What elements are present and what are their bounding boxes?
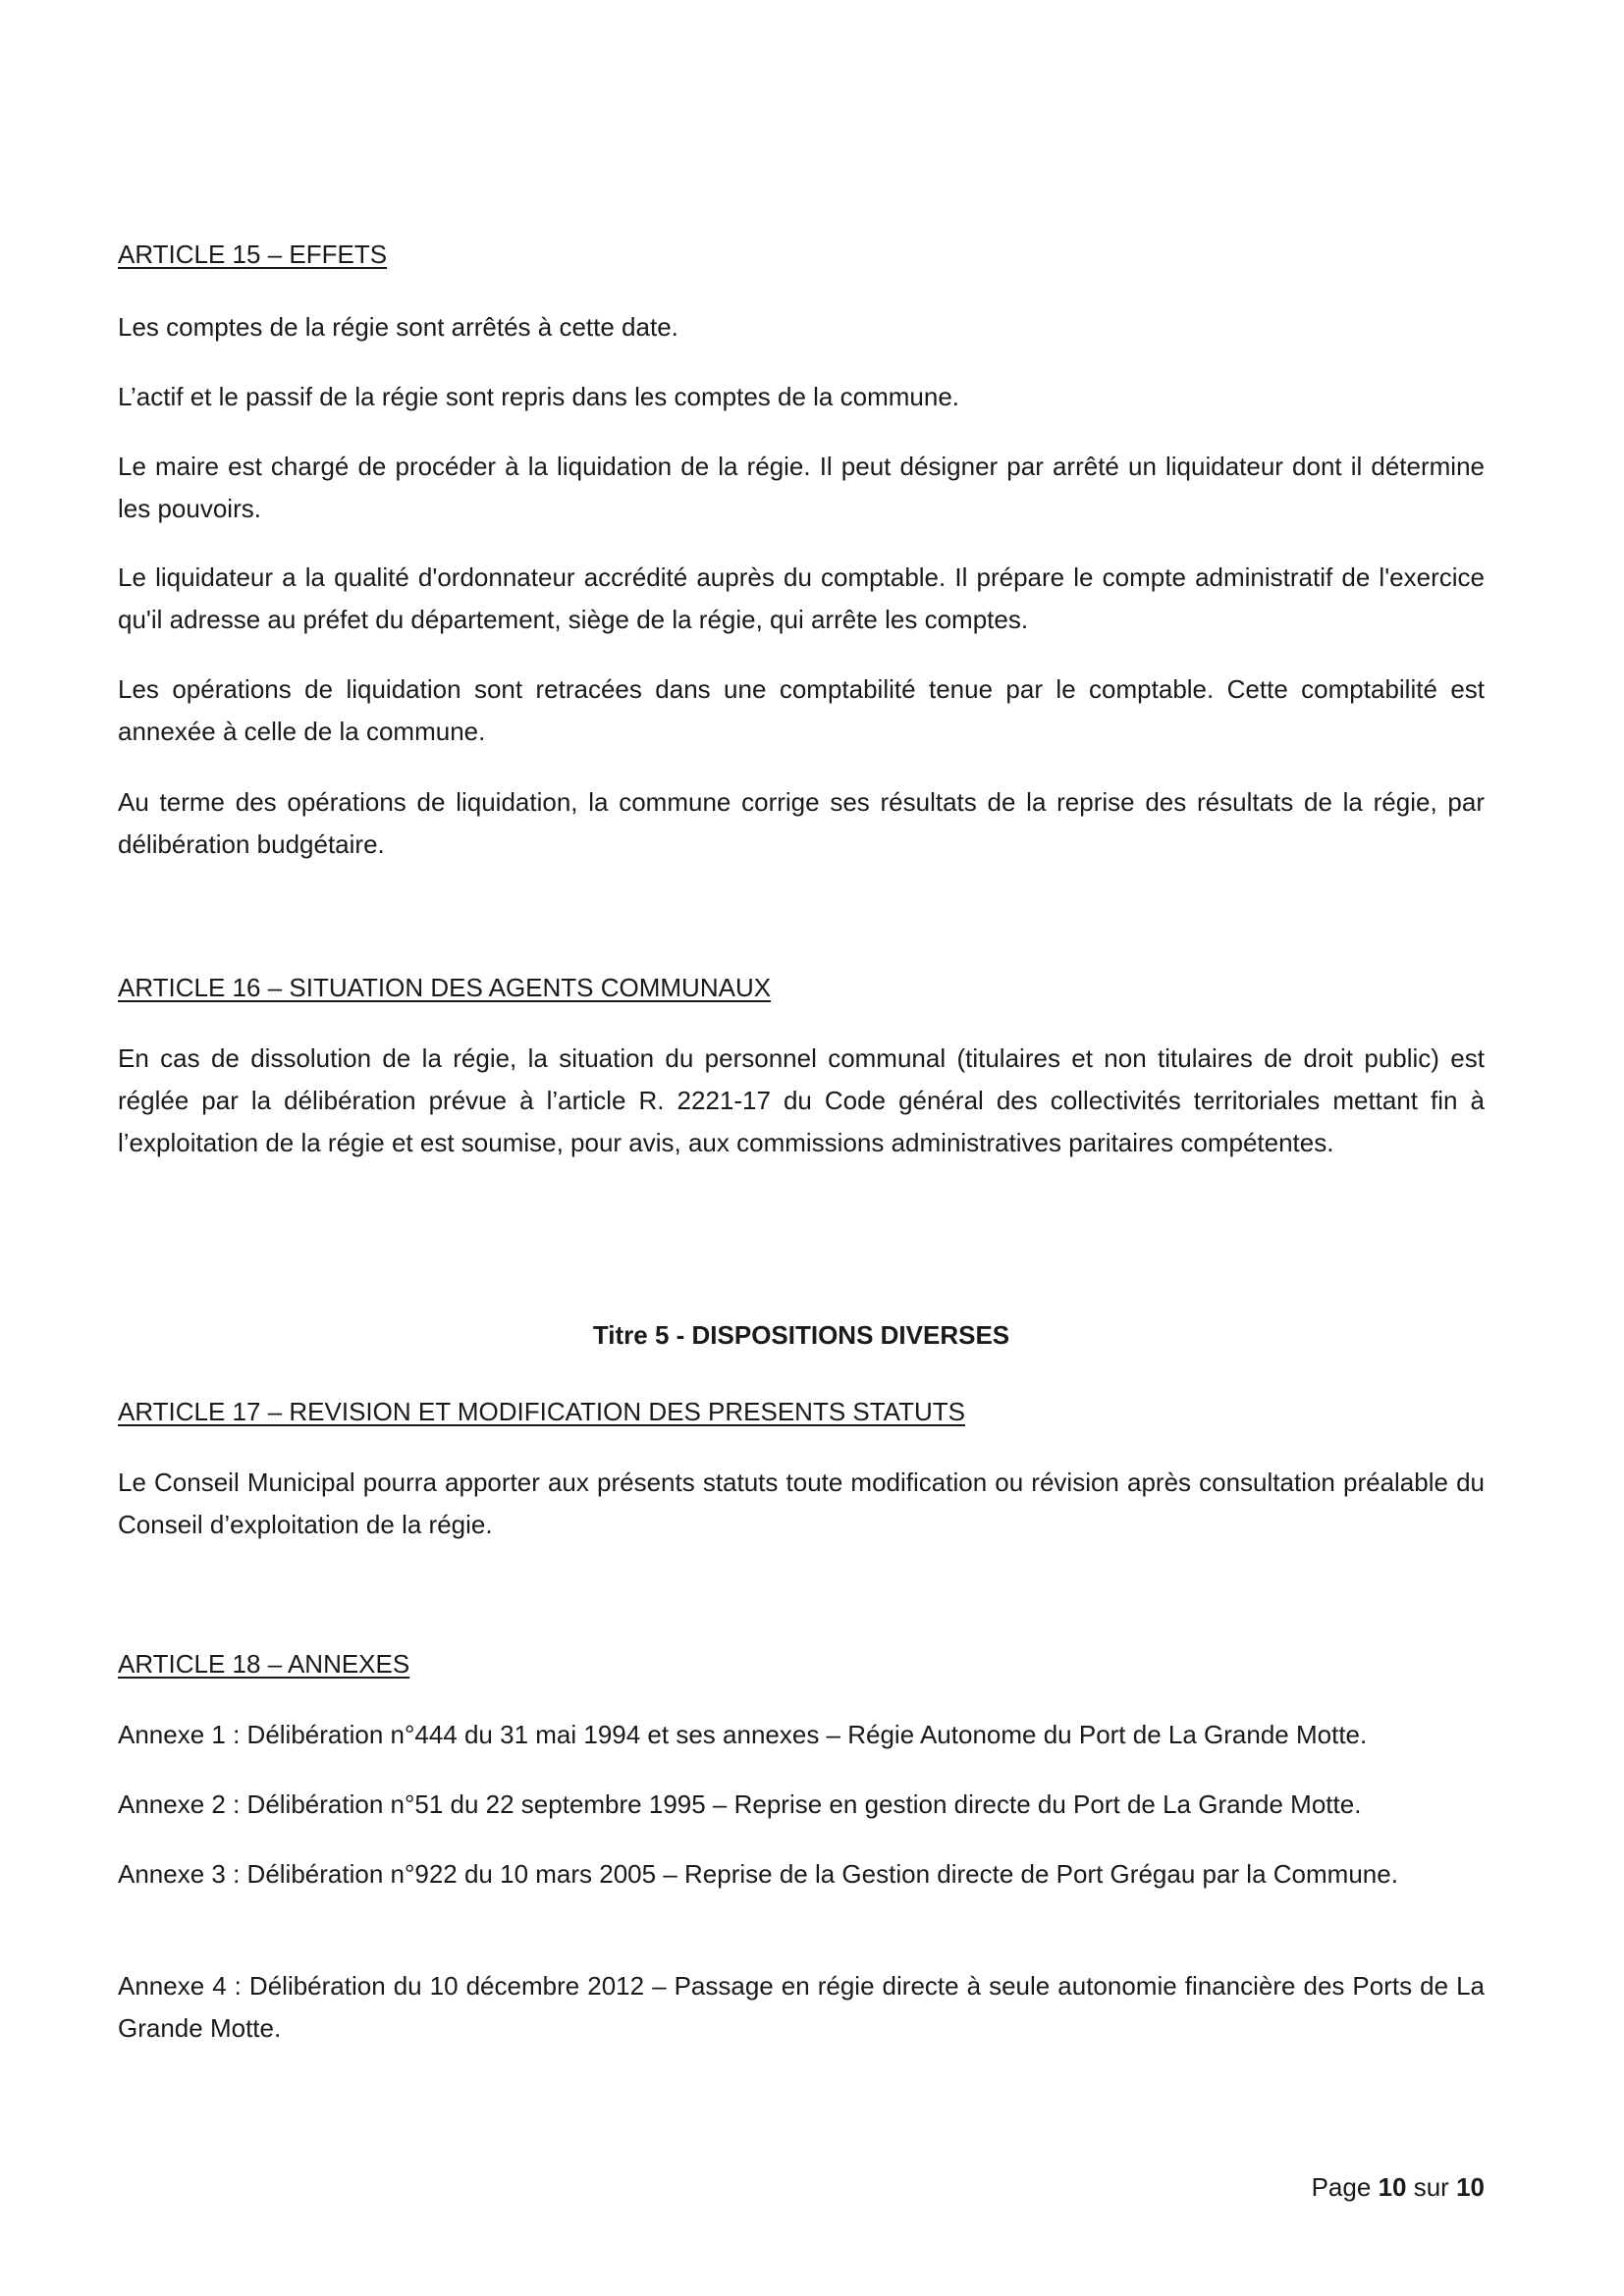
annexe-1: Annexe 1 : Délibération n°444 du 31 mai 1994 et ses annexes – Régie Autonome du Port de La Grande Motte. <box>118 1720 1368 1749</box>
article-15-paragraph-4: Le liquidateur a la qualité d'ordonnateur accrédité auprès du comptable. Il prépare le compte administratif de l'exercice qu'il adresse au préfet du département, siège de la régie, qui arrête les comptes. <box>118 562 1485 634</box>
article-15-paragraph-6: Au terme des opérations de liquidation, la commune corrige ses résultats de la reprise des résultats de la régie, par délibération budgétaire. <box>118 787 1485 859</box>
article-17-paragraph-1: Le Conseil Municipal pourra apporter aux présents statuts toute modification ou révision après consultation préalable du Conseil d’exploitation de la régie. <box>118 1468 1485 1539</box>
titre-5-title: Titre 5 - DISPOSITIONS DIVERSES <box>592 1320 1010 1350</box>
article-17-heading: ARTICLE 17 – REVISION ET MODIFICATION DES PRESENTS STATUTS <box>118 1397 965 1426</box>
article-15-paragraph-5: Les opérations de liquidation sont retracées dans une comptabilité tenue par le comptable. Cette comptabilité est annexée à celle de la commune. <box>118 674 1485 746</box>
document-page <box>118 0 1485 2296</box>
article-15-heading: ARTICLE 15 – EFFETS <box>118 240 388 269</box>
page-label: Page <box>1311 2172 1372 2202</box>
article-15-paragraph-1: Les comptes de la régie sont arrêtés à cette date. <box>118 312 678 342</box>
article-15-paragraph-3: Le maire est chargé de procéder à la liquidation de la régie. Il peut désigner par arrêté un liquidateur dont il détermine les pouvoirs. <box>118 452 1485 523</box>
page-of-label: sur <box>1413 2172 1449 2202</box>
page-number-footer <box>1312 2172 1485 2203</box>
article-16-paragraph-1: En cas de dissolution de la régie, la situation du personnel communal (titulaires et non titulaires de droit public) est réglée par la délibération prévue à l’article R. 2221-17 du Code général des collectivités territoriales mettant fin à l’exploitation de la régie et est soumise, pour avis, aux commissions administratives paritaires compétentes. <box>118 1043 1485 1157</box>
article-18-heading: ARTICLE 18 – ANNEXES <box>118 1649 410 1679</box>
annexe-4: Annexe 4 : Délibération du 10 décembre 2012 – Passage en régie directe à seule autonomie financière des Ports de La Grande Motte. <box>118 1971 1485 2043</box>
annexe-2: Annexe 2 : Délibération n°51 du 22 septembre 1995 – Reprise en gestion directe du Port de La Grande Motte. <box>118 1789 1362 1819</box>
article-16-heading: ARTICLE 16 – SITUATION DES AGENTS COMMUNAUX <box>118 973 772 1002</box>
article-15-paragraph-2: L’actif et le passif de la régie sont repris dans les comptes de la commune. <box>118 382 959 411</box>
page-total: 10 <box>1456 2172 1485 2202</box>
page-current: 10 <box>1378 2172 1407 2202</box>
annexe-3: Annexe 3 : Délibération n°922 du 10 mars 2005 – Reprise de la Gestion directe de Port Grégau par la Commune. <box>118 1859 1398 1889</box>
